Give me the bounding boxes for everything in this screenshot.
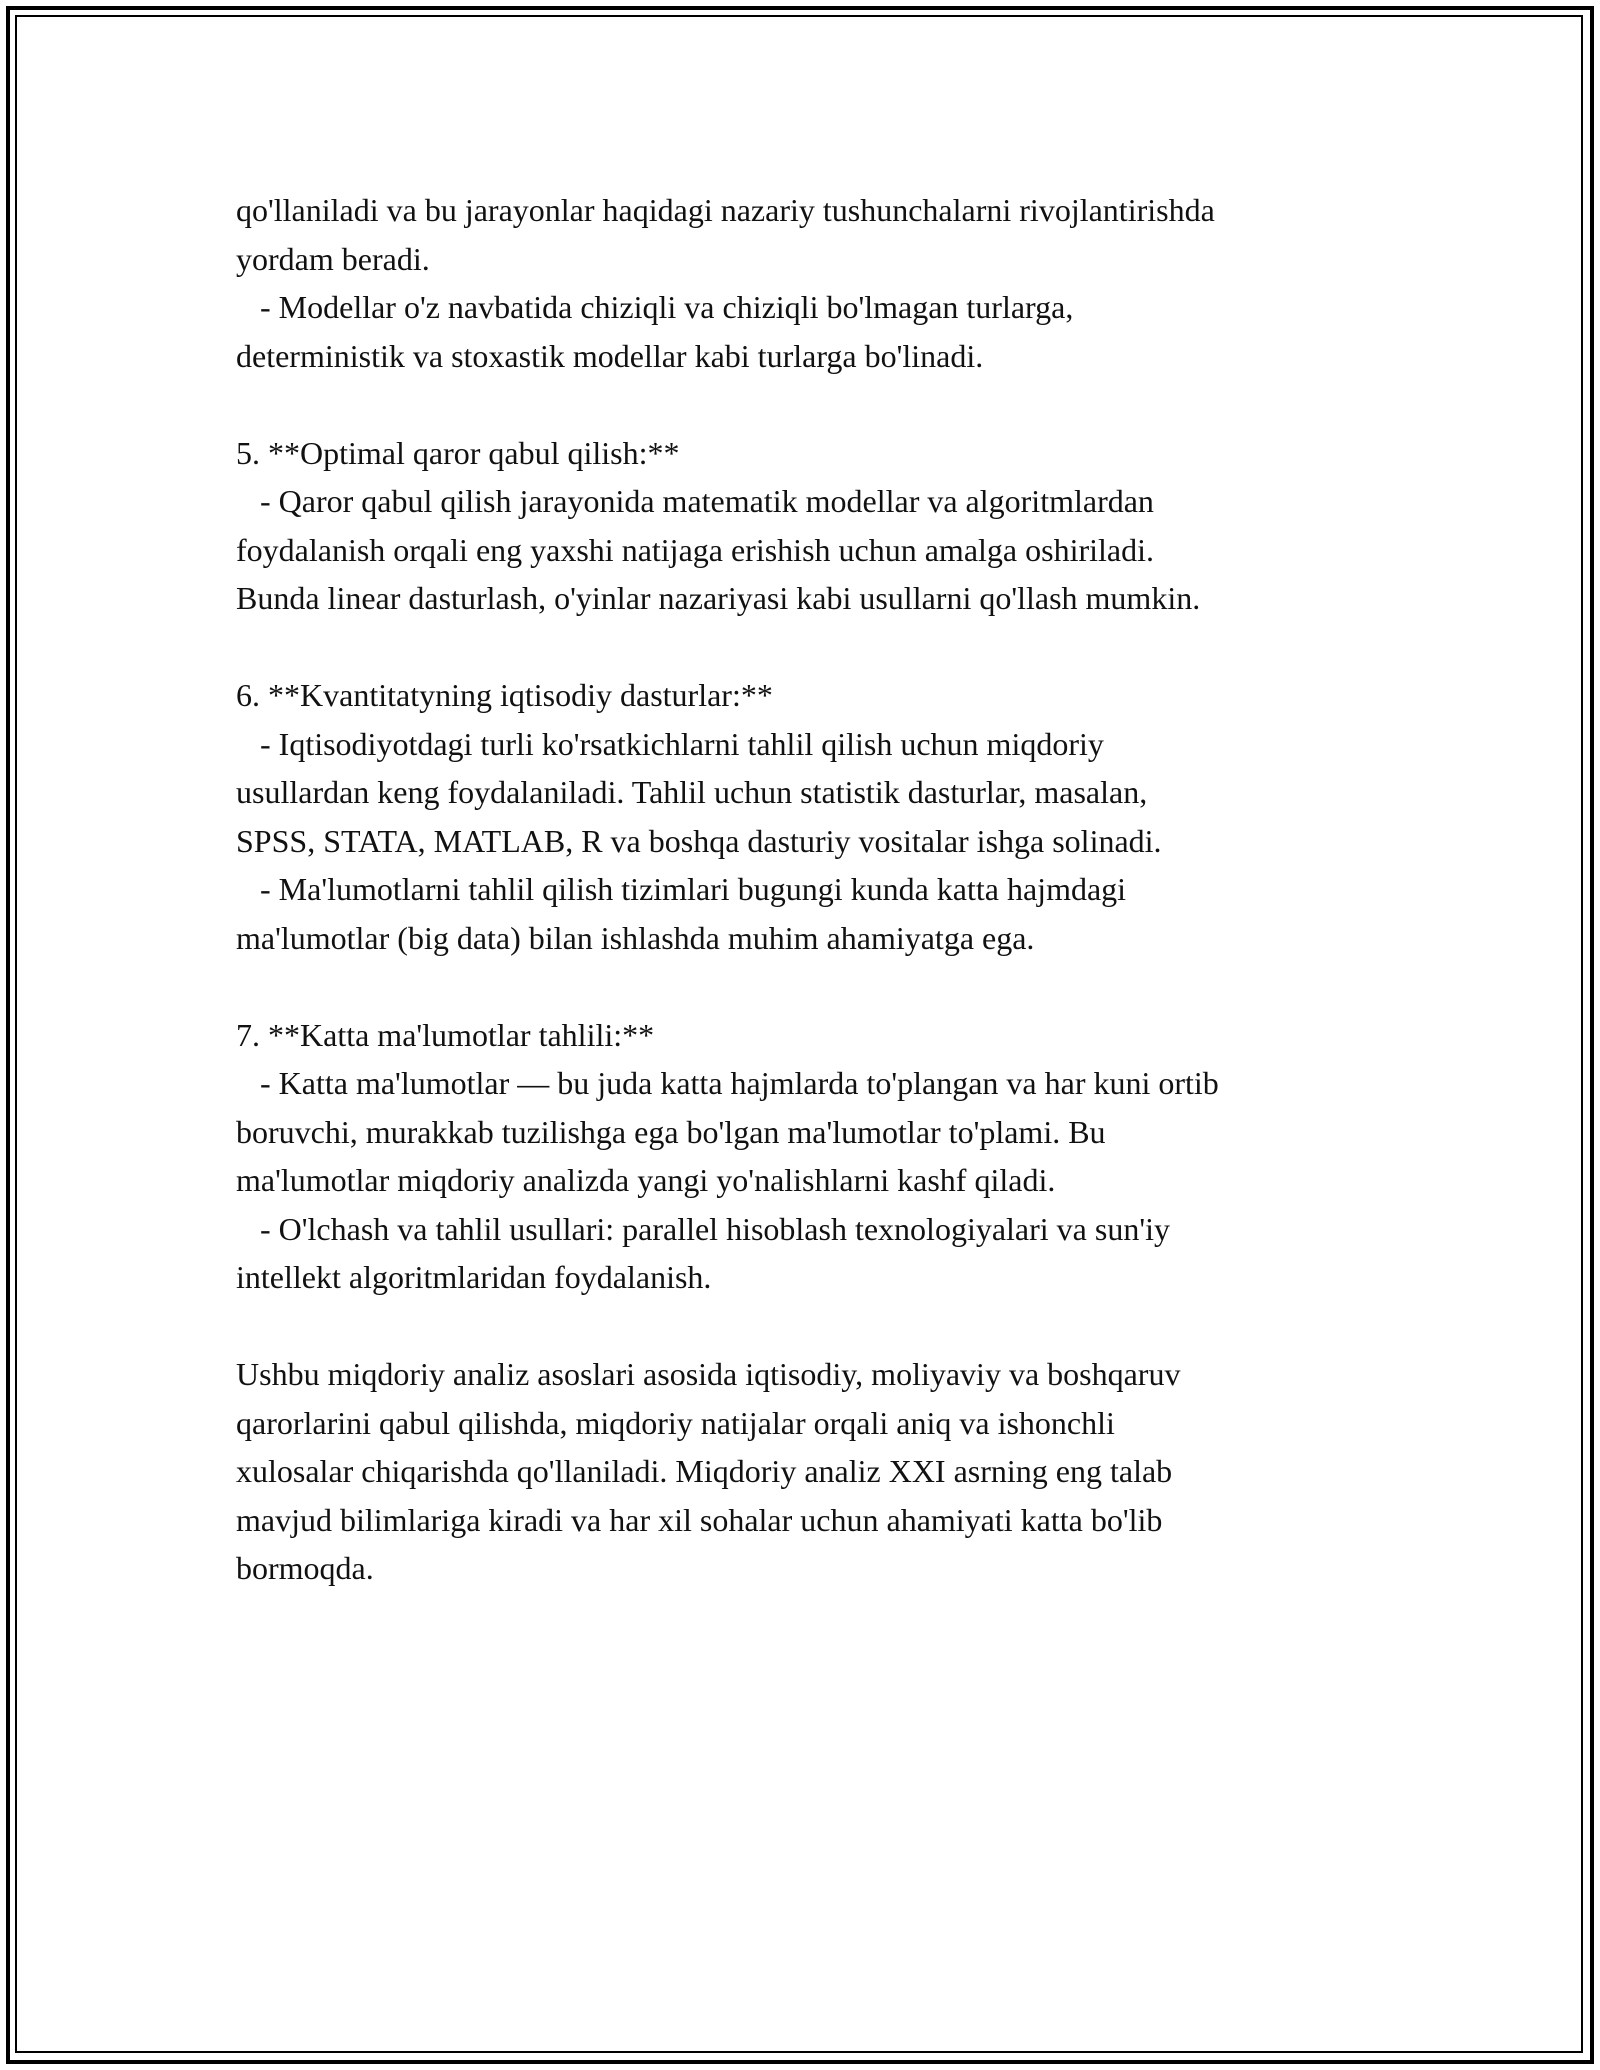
text-line: ma'lumotlar (big data) bilan ishlashda muhim ahamiyatga ega. — [236, 919, 1035, 956]
section-heading: 7. **Katta ma'lumotlar tahlili:** — [236, 1016, 655, 1053]
intro-paragraph — [236, 186, 1386, 380]
text-line: - Qaror qabul qilish jarayonida matematik modellar va algoritmlardan — [236, 483, 1154, 519]
document-body — [236, 186, 1386, 1593]
text-line: bormoqda. — [236, 1550, 374, 1586]
spacer — [236, 380, 1386, 429]
section-7 — [236, 1011, 1386, 1302]
spacer — [236, 623, 1386, 672]
text-line: - Iqtisodiyotdagi turli ko'rsatkichlarni tahlil qilish uchun miqdoriy — [236, 725, 1104, 762]
section-heading: 6. **Kvantitatyning iqtisodiy dasturlar:** — [236, 677, 773, 713]
text-line: - Ma'lumotlarni tahlil qilish tizimlari bugungi kunda katta hajmdagi — [236, 871, 1127, 907]
text-line: foydalanish orqali eng yaxshi natijaga erishish uchun amalga oshiriladi. — [236, 531, 1154, 568]
text-line: mavjud bilimlariga kiradi va har xil sohalar uchun ahamiyati katta bo'lib — [236, 1501, 1163, 1538]
conclusion-paragraph — [236, 1350, 1386, 1593]
text-line: qarorlarini qabul qilishda, miqdoriy natijalar orqali aniq va ishonchli — [236, 1404, 1115, 1441]
spacer — [236, 962, 1386, 1011]
text-line: boruvchi, murakkab tuzilishga ega bo'lgan ma'lumotlar to'plami. Bu — [236, 1113, 1106, 1150]
text-line: ma'lumotlar miqdoriy analizda yangi yo'nalishlarni kashf qiladi. — [236, 1162, 1056, 1198]
section-heading: 5. **Optimal qaror qabul qilish:** — [236, 434, 680, 471]
text-line: deterministik va stoxastik modellar kabi turlarga bo'linadi. — [236, 337, 984, 374]
text-line: SPSS, STATA, MATLAB, R va boshqa dasturiy vositalar ishga solinadi. — [236, 822, 1162, 859]
text-line: - O'lchash va tahlil usullari: parallel hisoblash texnologiyalari va sun'iy — [236, 1210, 1170, 1247]
spacer — [236, 1302, 1386, 1351]
text-line: qo'llaniladi va bu jarayonlar haqidagi nazariy tushunchalarni rivojlantirishda — [236, 192, 1215, 228]
section-6 — [236, 671, 1386, 962]
text-line: - Modellar o'z navbatida chiziqli va chiziqli bo'lmagan turlarga, — [236, 289, 1074, 325]
text-line: intellekt algoritmlaridan foydalanish. — [236, 1259, 712, 1295]
text-line: xulosalar chiqarishda qo'llaniladi. Miqdoriy analiz XXI asrning eng talab — [236, 1453, 1173, 1489]
section-5 — [236, 429, 1386, 623]
text-line: - Katta ma'lumotlar — bu juda katta hajmlarda to'plangan va har kuni ortib — [236, 1065, 1219, 1101]
text-line: Bunda linear dasturlash, o'yinlar nazariyasi kabi usullarni qo'llash mumkin. — [236, 580, 1201, 616]
text-line: Ushbu miqdoriy analiz asoslari asosida iqtisodiy, moliyaviy va boshqaruv — [236, 1356, 1181, 1392]
text-line: usullardan keng foydalaniladi. Tahlil uchun statistik dasturlar, masalan, — [236, 774, 1148, 810]
text-line: yordam beradi. — [236, 240, 430, 277]
